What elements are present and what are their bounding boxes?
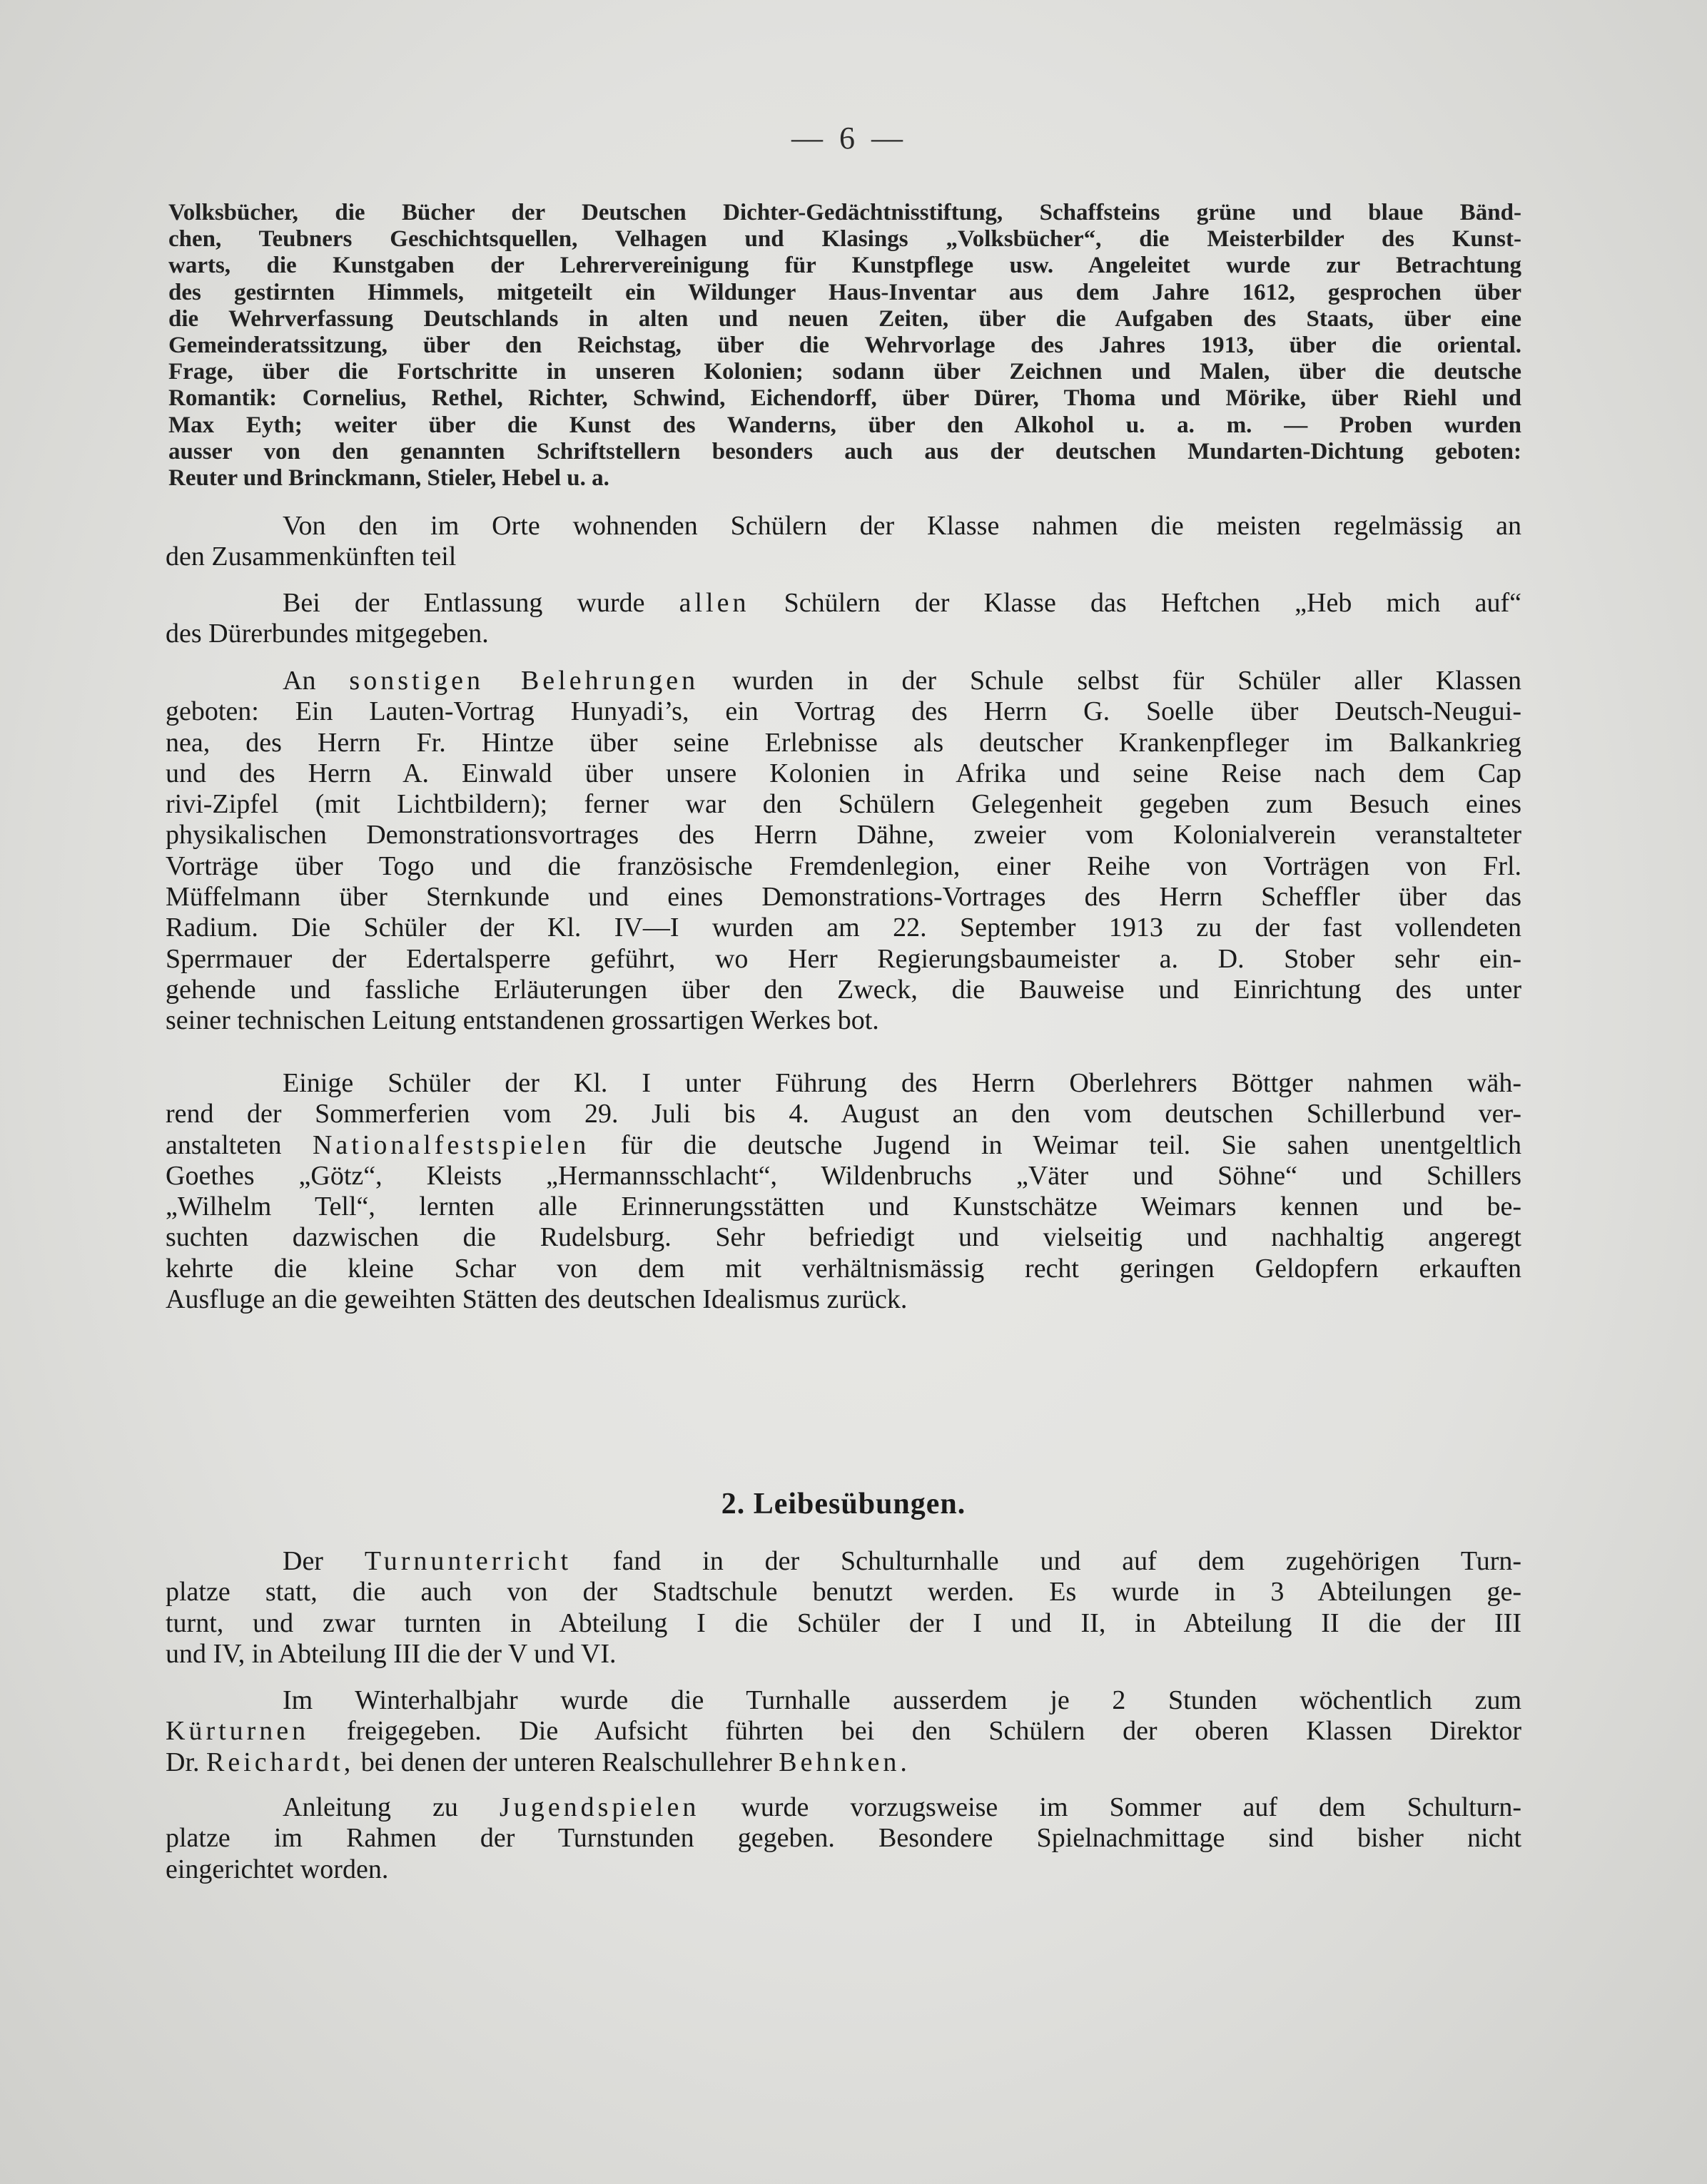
text-line: die Wehrverfassung Deutschlands in alten und neuen Zeiten, über die Aufgaben des Staats, über eine <box>168 305 1521 332</box>
page-number: — 6 — <box>791 121 907 156</box>
text-line: turnt, und zwar turnten in Abteilung I die Schüler der I und II, in Abteilung II die der III <box>166 1607 1521 1638</box>
paragraph-attendance <box>166 511 1521 573</box>
text-line: Romantik: Cornelius, Rethel, Richter, Schwind, Eichendorff, über Dürer, Thoma und Mörike, über Riehl und <box>168 385 1521 412</box>
paragraph-winter-gym <box>166 1685 1521 1778</box>
paragraph-other-instruction <box>166 666 1521 1037</box>
text-line: und des Herrn A. Einwald über unsere Kolonien in Afrika und seine Reise nach dem Cap <box>166 758 1521 788</box>
text-line: chen, Teubners Geschichtsquellen, Velhagen und Klasings „Volksbücher“, die Meisterbilder des Kunst- <box>168 226 1521 253</box>
text-line: geboten: Ein Lauten-Vortrag Hunyadi’s, ein Vortrag des Herrn G. Soelle über Deutsch-Neugui- <box>166 696 1521 727</box>
text-line: Goethes „Götz“, Kleists „Hermannsschlacht“, Wildenbruchs „Väter und Söhne“ und Schillers <box>166 1160 1521 1191</box>
text-line: kehrte die kleine Schar von dem mit verhältnismässig recht geringen Geldopfern erkauften <box>166 1253 1521 1284</box>
emphasis-text: Reichardt, <box>206 1747 355 1777</box>
text-run: Bei der Entlassung wurde <box>283 588 645 618</box>
text-run: fand in der Schulturnhalle und auf dem zugehörigen Turn- <box>612 1546 1522 1576</box>
text-line: nea, des Herrn Fr. Hintze über seine Erlebnisse als deutscher Krankenpfleger im Balkankrieg <box>166 727 1521 758</box>
text-line <box>166 1130 1521 1161</box>
text-line: des Dürerbundes mitgegeben. <box>166 619 489 649</box>
text-line: physikalischen Demonstrationsvortrages des Herrn Dähne, zweier vom Kolonialverein veranstalteter <box>166 820 1521 850</box>
text-run: anstalteten <box>166 1129 282 1160</box>
text-line: Von den im Orte wohnenden Schülern der Klasse nahmen die meisten regelmässig an <box>283 511 1521 541</box>
text-line: rend der Sommerferien vom 29. Juli bis 4. August an den vom deutschen Schillerbund ver- <box>166 1099 1521 1129</box>
text-line: platze statt, die auch von der Stadtschule benutzt werden. Es wurde in 3 Abteilungen ge- <box>166 1577 1521 1607</box>
text-line: Sperrmauer der Edertalsperre geführt, wo Herr Regierungsbaumeister a. D. Stober sehr ein- <box>166 943 1521 974</box>
text-line: Frage, über die Fortschritte in unseren Kolonien; sodann über Zeichnen und Malen, über die deutsche <box>168 359 1521 385</box>
text-line: Reuter und Brinckmann, Stieler, Hebel u. a. <box>168 465 609 492</box>
text-run: An <box>283 666 316 696</box>
text-run: Dr. <box>166 1747 200 1777</box>
text-line: Gemeinderatssitzung, über den Reichstag, über die Wehrvorlage des Jahres 1913, über die oriental. <box>168 332 1521 359</box>
text-line: Im Winterhalbjahr wurde die Turnhalle ausserdem je 2 Stunden wöchentlich zum <box>283 1685 1521 1715</box>
text-line: Volksbücher, die Bücher der Deutschen Dichter-Gedächtnisstiftung, Schaffsteins grüne und blaue Bänd- <box>168 200 1521 225</box>
text-line <box>166 1747 1521 1778</box>
text-run: für die deutsche Jugend in Weimar teil. Sie sahen unentgeltlich <box>620 1129 1522 1160</box>
text-line: rivi-Zipfel (mit Lichtbildern); ferner war den Schülern Gelegenheit gegeben zum Besuch eines <box>166 789 1521 820</box>
text-line: Einige Schüler der Kl. I unter Führung des Herrn Oberlehrers Böttger nahmen wäh- <box>283 1068 1521 1098</box>
text-line <box>166 1546 1521 1577</box>
section-heading: 2. Leibesübungen. <box>721 1488 966 1520</box>
intro-small-print <box>168 200 1521 492</box>
text-line <box>166 666 1521 696</box>
text-line: platze im Rahmen der Turnstunden gegeben. Besondere Spielnachmittage sind bisher nicht <box>166 1823 1521 1854</box>
text-line <box>166 588 1521 619</box>
emphasis-text: Nationalfestspielen <box>312 1129 590 1160</box>
text-line: Max Eyth; weiter über die Kunst des Wanderns, über den Alkohol u. a. m. — Proben wurden <box>168 412 1521 438</box>
text-line: eingerichtet worden. <box>166 1854 389 1884</box>
text-run: wurden in der Schule selbst für Schüler aller Klassen <box>732 666 1522 696</box>
paragraph-weimar-trip <box>166 1068 1521 1315</box>
text-line <box>166 1716 1521 1747</box>
text-line: gehende und fassliche Erläuterungen über den Zweck, die Bauweise und Einrichtung des unter <box>166 974 1521 1005</box>
text-run: freigegeben. Die Aufsicht führten bei den Schülern der oberen Klassen Direktor <box>346 1716 1522 1747</box>
text-line: seiner technischen Leitung entstandenen grossartigen Werkes bot. <box>166 1005 879 1036</box>
text-line: warts, die Kunstgaben der Lehrervereinigung für Kunstpflege usw. Angeleitet wurde zur Betrachtung <box>168 253 1521 279</box>
text-run: Anleitung zu <box>283 1792 458 1822</box>
text-line: Müffelmann über Sternkunde und eines Demonstrations-Vortrages des Herrn Scheffler über das <box>166 882 1521 913</box>
emphasis-text: Turnunterricht <box>364 1546 572 1576</box>
paragraph-youth-games <box>166 1792 1521 1885</box>
emphasis-text: allen <box>679 588 750 618</box>
text-run: Schülern der Klasse das Heftchen „Heb mich auf“ <box>784 588 1522 618</box>
paragraph-gymnastics <box>166 1546 1521 1670</box>
text-line: Vorträge über Togo und die französische Fremdenlegion, einer Reihe von Vorträgen von Frl. <box>166 850 1521 881</box>
text-line: den Zusammenkünften teil <box>166 542 457 572</box>
text-line <box>166 1792 1521 1823</box>
text-line: Ausfluge an die geweihten Stätten des deutschen Idealismus zurück. <box>166 1284 908 1315</box>
emphasis-text: sonstigen Belehrungen <box>349 666 699 696</box>
text-line: „Wilhelm Tell“, lernten alle Erinnerungsstätten und Kunstschätze Weimars kennen und be- <box>166 1192 1521 1222</box>
text-line: des gestirnten Himmels, mitgeteilt ein Wildunger Haus-Inventar aus dem Jahre 1612, gesprochen über <box>168 279 1521 305</box>
text-line: ausser von den genannten Schriftstellern besonders auch aus der deutschen Mundarten-Dichtung geboten: <box>168 438 1521 464</box>
text-line: Radium. Die Schüler der Kl. IV—I wurden am 22. September 1913 zu der fast vollendeten <box>166 913 1521 943</box>
text-run: Der <box>283 1546 323 1576</box>
paragraph-farewell-gift <box>166 588 1521 650</box>
emphasis-text: Kürturnen <box>166 1716 310 1747</box>
text-run: bei denen der unteren Realschullehrer <box>360 1747 772 1777</box>
text-line: suchten dazwischen die Rudelsburg. Sehr befriedigt und vielseitig und nachhaltig angeregt <box>166 1222 1521 1253</box>
text-line: und IV, in Abteilung III die der V und VI. <box>166 1638 617 1669</box>
text-run: wurde vorzugsweise im Sommer auf dem Schulturn- <box>741 1792 1521 1822</box>
emphasis-text: Jugendspielen <box>500 1792 700 1822</box>
emphasis-text: Behnken. <box>779 1747 911 1777</box>
